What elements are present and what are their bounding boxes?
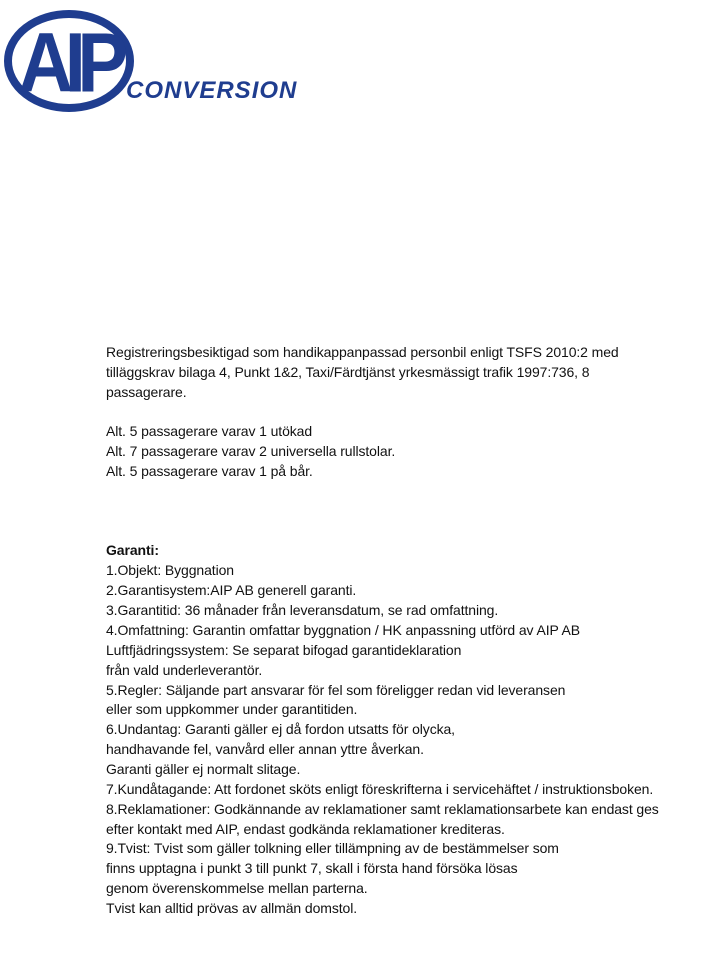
alternative-line: Alt. 5 passagerare varav 1 utökad (106, 423, 313, 439)
alternative-line: Alt. 7 passagerare varav 2 universella rullstolar. (106, 443, 396, 459)
intro-line: tilläggskrav bilaga 4, Punkt 1&2, Taxi/Färdtjänst yrkesmässigt trafik 1997:736, 8 (106, 364, 590, 380)
warranty-line: Luftfjädringssystem: Se separat bifogad garantideklaration (106, 642, 462, 658)
warranty-line: genom överenskommelse mellan parterna. (106, 880, 368, 896)
warranty-line: finns upptagna i punkt 3 till punkt 7, skall i första hand försöka lösas (106, 860, 518, 876)
warranty-line: 7.Kundåtagande: Att fordonet sköts enligt föreskrifterna i servicehäftet / instruktionsboken. (106, 781, 654, 797)
svg-text:AIP: AIP (18, 14, 120, 110)
warranty-line: 3.Garantitid: 36 månader från leveransdatum, se rad omfattning. (106, 602, 499, 618)
warranty-heading: Garanti: (106, 542, 159, 558)
warranty-line: från vald underleverantör. (106, 662, 263, 678)
warranty-line: Tvist kan alltid prövas av allmän domstol. (106, 900, 358, 916)
warranty-line: 1.Objekt: Byggnation (106, 562, 234, 578)
alternative-line: Alt. 5 passagerare varav 1 på bår. (106, 463, 313, 479)
warranty-line: Garanti gäller ej normalt slitage. (106, 761, 301, 777)
aip-conversion-logo (2, 8, 342, 118)
warranty-line: 4.Omfattning: Garantin omfattar byggnation / HK anpassning utförd av AIP AB (106, 622, 580, 638)
intro-line: passagerare. (106, 384, 187, 400)
warranty-line: 5.Regler: Säljande part ansvarar för fel som föreligger redan vid leveransen (106, 682, 566, 698)
warranty-line: 6.Undantag: Garanti gäller ej då fordon utsatts för olycka, (106, 721, 455, 737)
warranty-line: 2.Garantisystem:AIP AB generell garanti. (106, 582, 357, 598)
warranty-line: efter kontakt med AIP, endast godkända reklamationer krediteras. (106, 821, 505, 837)
intro-line: Registreringsbesiktigad som handikappanpassad personbil enligt TSFS 2010:2 med (106, 344, 619, 360)
svg-text:CONVERSION: CONVERSION (126, 77, 298, 104)
warranty-line: 8.Reklamationer: Godkännande av reklamationer samt reklamationsarbete kan endast ges (106, 801, 659, 817)
warranty-line: 9.Tvist: Tvist som gäller tolkning eller tillämpning av de bestämmelser som (106, 840, 559, 856)
warranty-line: eller som uppkommer under garantitiden. (106, 701, 358, 717)
warranty-line: handhavande fel, vanvård eller annan yttre åverkan. (106, 741, 424, 757)
